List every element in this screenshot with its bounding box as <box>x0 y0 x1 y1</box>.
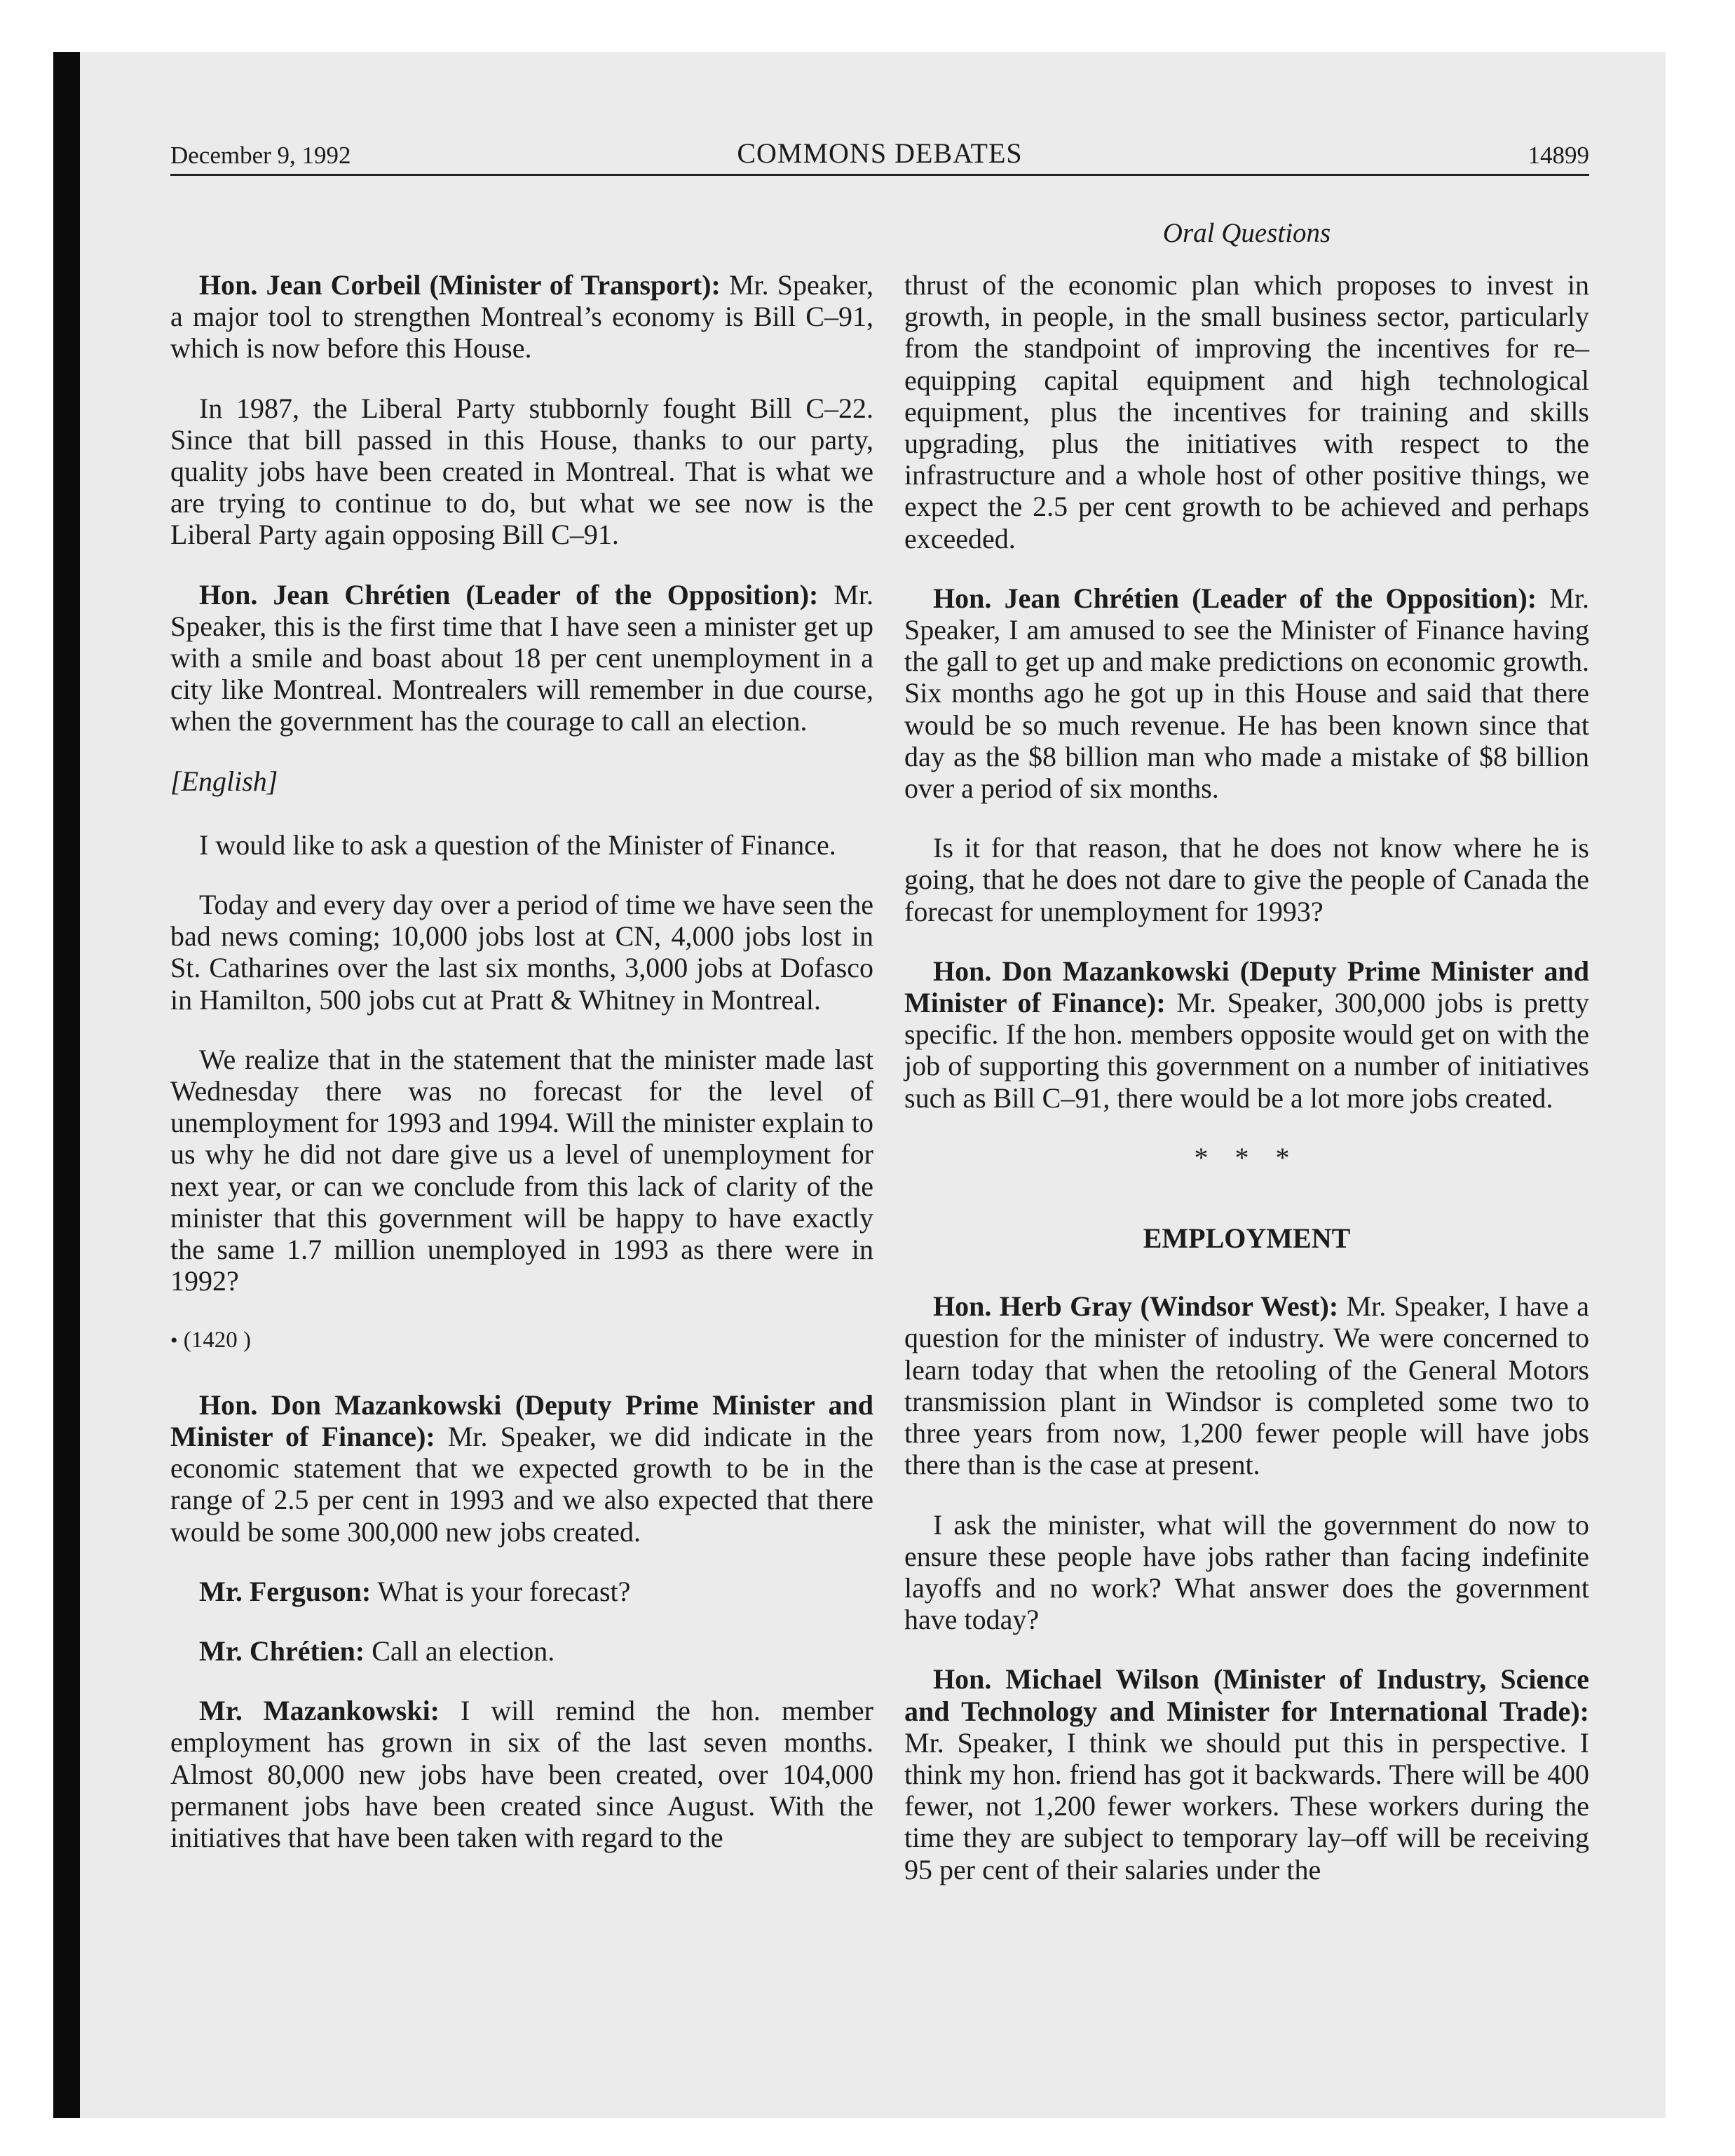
section-divider: * * * <box>1194 1141 1300 1173</box>
speech-text: I would like to ask a question of the Minister of Finance. <box>199 828 836 861</box>
paragraph <box>170 1695 873 1853</box>
speech-text: Mr. Speaker, a major tool to strengthen Montreal’s economy is Bill C–91, which is now before this House. <box>170 269 874 364</box>
speech-text: I ask the minister, what will the government do now to ensure these people have jobs rather than facing indefinite layoffs and no work? What answer does the government have today? <box>904 1508 1589 1636</box>
paragraph <box>170 579 873 737</box>
speech-text: We realize that in the statement that the minister made last Wednesday there was no forecast for the level of unemployment for 1993 and 1994. Will the minister explain to us why he did not dare give us a level of unemployment for next year, or can we conclude from this lack of clarity of the minister that this government will be happy to have exactly the same 1.7 million unemployed in 1993 as there were in 1992? <box>170 1043 873 1297</box>
paragraph <box>904 1509 1589 1636</box>
right-column <box>904 269 1589 1913</box>
paragraph <box>170 1044 873 1297</box>
speaker-name: Hon. Don Mazankowski (Deputy Prime Minister and Minister of Finance): <box>170 1389 873 1452</box>
section-label: Oral Questions <box>1162 218 1331 248</box>
paragraph <box>170 269 873 364</box>
binding-edge <box>53 52 80 2118</box>
header-date: December 9, 1992 <box>170 142 351 169</box>
header-publication: COMMONS DEBATES <box>737 137 1023 169</box>
speaker-name: Hon. Michael Wilson (Minister of Industry, Science and Technology and Minister for International Trade): <box>904 1663 1589 1727</box>
paragraph <box>170 393 873 551</box>
section-heading: EMPLOYMENT <box>1143 1222 1351 1255</box>
time-stamp: (1420 ) <box>183 1328 251 1353</box>
paragraph <box>904 269 1589 554</box>
paragraph <box>170 1576 873 1607</box>
paragraph <box>170 1635 873 1667</box>
speech-text: Today and every day over a period of time we have seen the bad news coming; 10,000 jobs lost at CN, 4,000 jobs lost in St. Catharines over the last six months, 3,000 jobs at Dofasco in Hamilton, 500 jobs cut at Pratt & Whitney in Montreal. <box>170 889 873 1016</box>
speaker-name: Hon. Herb Gray (Windsor West): <box>933 1290 1339 1323</box>
paragraph <box>904 1290 1589 1480</box>
speech-text: Mr. Speaker, I think we should put this in perspective. I think my hon. friend has got it backwards. There will be 400 fewer, not 1,200 fewer workers. These workers during the time they are subject to temporary lay–off will be receiving 95 per cent of their salaries under the <box>904 1726 1589 1885</box>
speech-text: Mr. Speaker, 300,000 jobs is pretty specific. If the hon. members opposite would get on with the job of supporting this government on a number of initiatives such as Bill C–91, there would be a lot more jobs created. <box>904 987 1589 1114</box>
speech-text: Mr. Speaker, we did indicate in the economic statement that we expected growth to be in the range of 2.5 per cent in 1993 and we also expected that there would be some 300,000 new jobs created. <box>170 1420 874 1548</box>
speech-text: Is it for that reason, that he does not know where he is going, that he does not dare to give the people of Canada the forecast for unemployment for 1993? <box>904 832 1589 927</box>
speaker-name: Mr. Ferguson: <box>199 1575 372 1607</box>
speech-text: thrust of the economic plan which proposes to invest in growth, in people, in the small business sector, particularly from the standpoint of improving the incentives for re–equipping capital equipment and high technological equipment, plus the incentives for training and skills upgrading, plus the initiatives with respect to the infrastructure and a whole host of other positive things, we expect the 2.5 per cent growth to be achieved and perhaps exceeded. <box>904 269 1589 554</box>
speech-text: Mr. Speaker, I am amused to see the Minister of Finance having the gall to get up and make predictions on economic growth. Six months ago he got up in this House and said that there would be so much revenue. He has been known since that day as the $8 billion man who made a mistake of $8 billion over a period of six months. <box>904 582 1589 805</box>
speech-text: I will remind the hon. member employment has grown in six of the last seven months. Almost 80,000 new jobs have been created, over 104,000 permanent jobs have been created since August. With the initiatives that have been taken with regard to the <box>170 1695 873 1853</box>
paragraph <box>170 829 873 861</box>
speaker-name: Mr. Mazankowski: <box>199 1695 440 1727</box>
speaker-name: Mr. Chrétien: <box>199 1635 365 1667</box>
time-marker <box>170 1325 873 1356</box>
speech-text: Mr. Speaker, this is the first time that I have seen a minister get up with a smile and boast about 18 per cent unemployment in a city like Montreal. Montrealers will remember in due course, when the government has the courage to call an election. <box>170 578 874 737</box>
bullet-icon: • <box>170 1329 178 1353</box>
speaker-name: Hon. Don Mazankowski (Deputy Prime Minister and Minister of Finance): <box>904 955 1589 1019</box>
speech-text: Mr. Speaker, I have a question for the minister of industry. We were concerned to learn today that when the retooling of the General Motors transmission plant in Windsor is completed some two to three years from now, 1,200 fewer people will have jobs there than is the case at present. <box>904 1290 1589 1481</box>
running-header <box>170 137 1589 176</box>
header-page-number: 14899 <box>1528 142 1589 169</box>
paragraph <box>170 889 873 1016</box>
paragraph <box>904 955 1589 1114</box>
speaker-name: Hon. Jean Corbeil (Minister of Transport): <box>199 269 721 301</box>
speech-text: Call an election. <box>365 1635 555 1667</box>
speech-text: What is your forecast? <box>371 1575 631 1607</box>
left-column <box>170 269 873 1881</box>
language-note: [English] <box>170 765 278 797</box>
paragraph <box>904 582 1589 804</box>
paragraph <box>904 1663 1589 1885</box>
speech-text: In 1987, the Liberal Party stubbornly fought Bill C–22. Since that bill passed in this House, thanks to our party, quality jobs have been created in Montreal. That is what we are trying to continue to do, but what we see now is the Liberal Party again opposing Bill C–91. <box>170 392 873 551</box>
paragraph <box>904 832 1589 927</box>
speaker-name: Hon. Jean Chrétien (Leader of the Opposition): <box>933 582 1537 614</box>
speaker-name: Hon. Jean Chrétien (Leader of the Opposition): <box>199 578 819 610</box>
paragraph <box>170 1389 873 1548</box>
